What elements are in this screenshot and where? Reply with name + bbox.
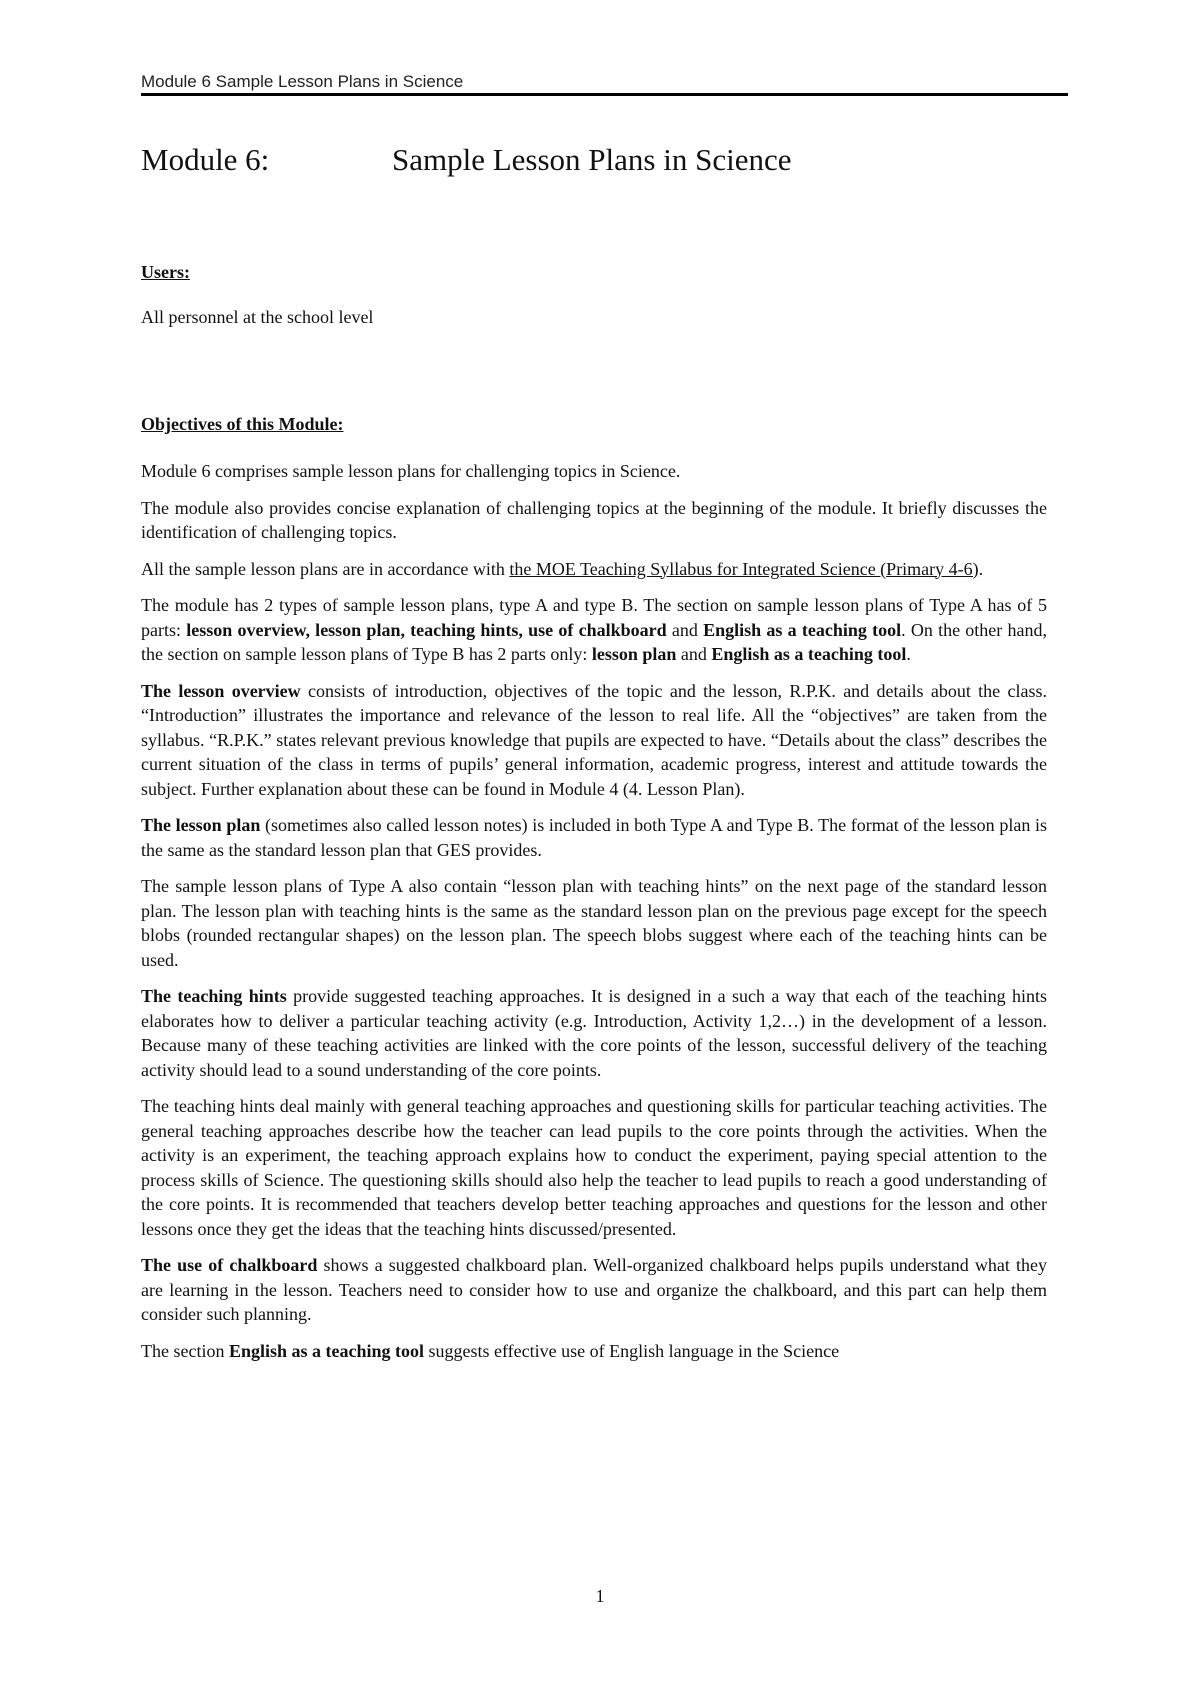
syllabus-reference: the MOE Teaching Syllabus for Integrated Science (Primary 4-6) bbox=[509, 558, 979, 579]
paragraph-3-end: . bbox=[978, 558, 984, 579]
bold-lesson-plan: lesson plan bbox=[591, 644, 677, 664]
objectives-heading: Objectives of this Module: bbox=[141, 414, 344, 434]
bold-teaching-hints: The teaching hints bbox=[141, 986, 287, 1006]
paragraph-4-end: . bbox=[906, 644, 911, 664]
bold-parts-list: lesson overview, lesson plan, teaching hints, use of chalkboard bbox=[186, 619, 667, 640]
paragraph-5-text: consists of introduction, objectives of the topic and the lesson, R.P.K. and details about the class. “Introduction” illustrates the importance and relevance of the lesson to real life. All the “objectives” are taken from the syllabus. “R.P.K.” states relevant previous knowledge that pupils are expected to have. “Details about the class” describes the current situation of the class in terms of pupils’ general information, academic progress, interest and attitude towards the subject. Further explanation about these can be found in Module 4 (4. Lesson Plan). bbox=[141, 680, 1048, 799]
paragraph-8-text: provide suggested teaching approaches. It is designed in a such a way that each of the teaching hints elaborates how to deliver a particular teaching activity (e.g. Introduction, Activity 1,2…) in the development of a lesson. Because many of these teaching activities are linked with the core points of the lesson, successful delivery of the teaching activity should lead to a sound understanding of the core points. bbox=[141, 986, 1047, 1080]
running-header: Module 6 Sample Lesson Plans in Science bbox=[141, 72, 464, 91]
paragraph-2: The module also provides concise explanation of challenging topics at the beginning of the module. It briefly discusses the identification of challenging topics. bbox=[141, 497, 1047, 542]
bold-english-tool: English as a teaching tool bbox=[703, 619, 902, 640]
paragraph-11-rest: suggests effective use of English language in the Science bbox=[424, 1340, 840, 1361]
users-text: All personnel at the school level bbox=[141, 307, 374, 327]
bold-lesson-plan-heading: The lesson plan bbox=[141, 815, 261, 835]
bold-english-tool-3: English as a teaching tool bbox=[228, 1340, 425, 1361]
bold-english-tool-2: English as a teaching tool bbox=[711, 644, 907, 664]
paragraph-6 bbox=[141, 813, 1047, 862]
paragraph-10 bbox=[141, 1253, 1047, 1327]
paragraph-4-text: The module has 2 types of sample lesson plans, type A and type B. The section on sample lesson plans of Type A has of 5 parts: bbox=[141, 595, 1047, 640]
header-rule bbox=[141, 93, 1068, 96]
paragraph-4-and-2: and bbox=[676, 644, 712, 664]
paragraph-11-text: The section bbox=[141, 1340, 229, 1361]
users-heading: Users: bbox=[141, 262, 190, 282]
page-number: 1 bbox=[595, 1586, 605, 1606]
paragraph-8 bbox=[141, 984, 1047, 1082]
paragraph-4-and: and bbox=[666, 619, 704, 640]
paragraph-4 bbox=[141, 593, 1047, 667]
bold-lesson-overview: The lesson overview bbox=[141, 680, 301, 701]
paragraph-6-text: (sometimes also called lesson notes) is included in both Type A and Type B. The format of the lesson plan is the same as the standard lesson plan that GES provides. bbox=[141, 815, 1047, 860]
paragraph-9: The teaching hints deal mainly with general teaching approaches and questioning skills for particular teaching activities. The general teaching approaches describe how the teacher can lead pupils to the core points through the activities. When the activity is an experiment, the teaching approach explains how to conduct the experiment, paying special attention to the process skills of Science. The questioning skills should also help the teacher to lead pupils to reach a good understanding of the core points. It is recommended that teachers develop better teaching approaches and questions for the lesson and other lessons once they get the ideas that the teaching hints discussed/presented. bbox=[141, 1096, 1047, 1239]
paragraph-1: Module 6 comprises sample lesson plans for challenging topics in Science. bbox=[141, 461, 681, 481]
paragraph-3 bbox=[141, 557, 1047, 582]
paragraph-11 bbox=[141, 1339, 1047, 1364]
bold-use-of-chalkboard: The use of chalkboard bbox=[141, 1255, 318, 1275]
paragraph-7: The sample lesson plans of Type A also contain “lesson plan with teaching hints” on the next page of the standard lesson plan. The lesson plan with teaching hints is the same as the standard lesson plan on the previous page except for the speech blobs (rounded rectangular shapes) on the lesson plan. The speech blobs suggest where each of the teaching hints can be used. bbox=[141, 876, 1047, 970]
paragraph-3-text: All the sample lesson plans are in accordance with bbox=[141, 558, 510, 579]
title-text: Sample Lesson Plans in Science bbox=[392, 142, 792, 177]
paragraph-4-mid: . On the other hand, the section on sample lesson plans of Type B has 2 parts only: bbox=[141, 619, 1048, 664]
paragraph-5 bbox=[141, 679, 1047, 802]
objectives-body bbox=[141, 459, 1047, 1375]
paragraph-10-text: shows a suggested chalkboard plan. Well-organized chalkboard helps pupils understand what they are learning in the lesson. Teachers need to consider how to use and organize the chalkboard, and this part can help them consider such planning. bbox=[141, 1255, 1047, 1324]
title-label: Module 6: bbox=[141, 142, 270, 177]
